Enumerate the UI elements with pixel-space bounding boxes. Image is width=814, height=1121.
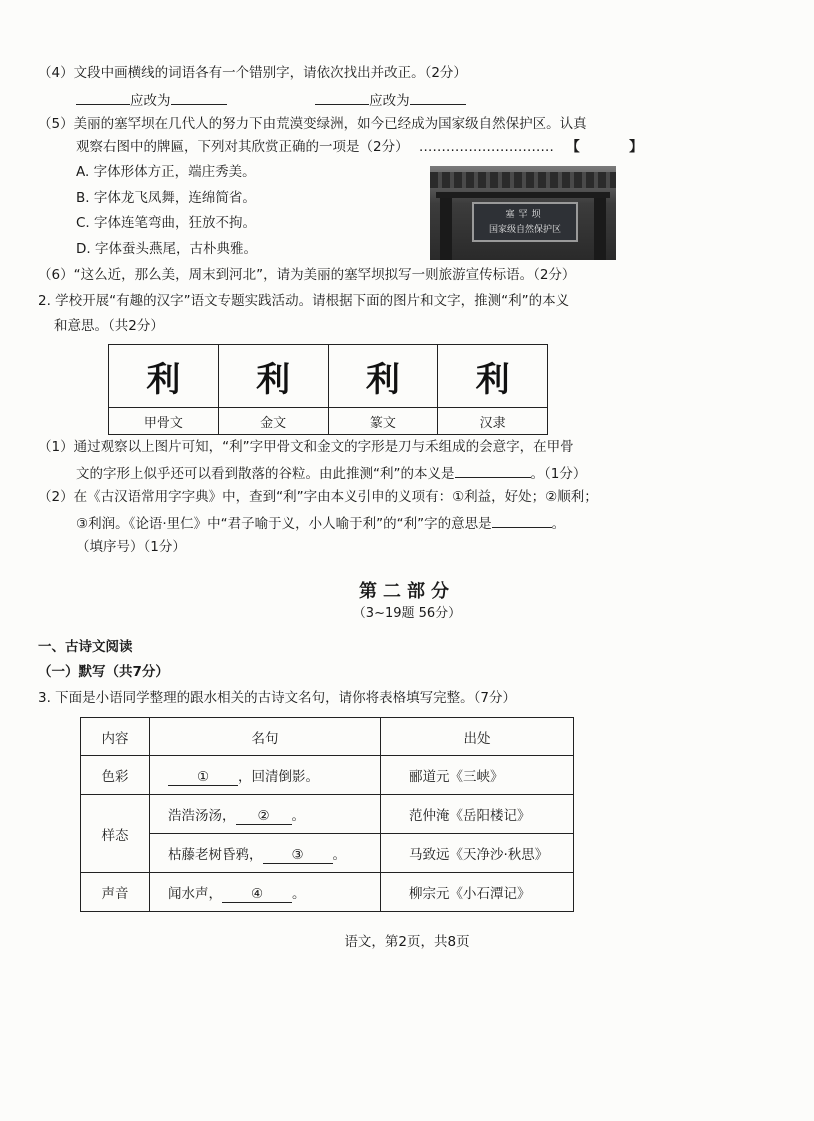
q1-p5-line1: （5）美丽的塞罕坝在几代人的努力下由荒漠变绿洲，如今已经成为国家级自然保护区。认真 (38, 116, 587, 132)
table-row: 色彩 ① ，回清倒影。 郦道元《三峡》 (81, 756, 574, 795)
label-seal: 篆文 (328, 408, 438, 435)
answer-blank[interactable] (171, 90, 227, 105)
q1-p6: （6）“这么近，那么美，周末到河北”，请为美丽的塞罕坝拟写一则旅游宣传标语。（2分） (38, 267, 576, 283)
option-d: D. 字体蚕头燕尾，古朴典雅。 (76, 241, 257, 257)
part2-title: 第二部分 (359, 581, 455, 602)
label-clerical: 汉隶 (438, 408, 548, 435)
col-header-content: 内容 (81, 718, 150, 756)
col-header-quote: 名句 (150, 718, 381, 756)
q3-prompt: 3. 下面是小语同学整理的跟水相关的古诗文名句，请你将表格填写完整。（7分） (38, 690, 517, 706)
fill-blank-1[interactable]: ① (168, 769, 238, 786)
glyph-clerical: 利 (438, 345, 548, 408)
q1-p5-line2: 观察右图中的牌匾，下列对其欣赏正确的一项是（2分） ………………………… 【 】 (76, 139, 661, 155)
li-script-table (108, 344, 548, 435)
answer-blank[interactable] (455, 463, 531, 478)
glyph-bronze: 利 (218, 345, 328, 408)
label-oracle: 甲骨文 (109, 408, 219, 435)
answer-blank[interactable] (315, 90, 369, 105)
table-row: 样态 浩浩汤汤， ② 。 范仲淹《岳阳楼记》 (81, 795, 574, 834)
page-footer: 语文，第2页，共8页 (344, 934, 470, 950)
subsection-title: （一）默写（共7分） (38, 664, 169, 680)
fill-blank-4[interactable]: ④ (222, 886, 292, 903)
glyph-seal: 利 (328, 345, 438, 408)
option-b: B. 字体龙飞凤舞，连绵简省。 (76, 190, 256, 206)
q2-s2-line2: ③利润。《论语·里仁》中“君子喻于义，小人喻于利”的“利”字的意思是 。 (76, 513, 565, 533)
table-row: 声音 闻水声， ④ 。 柳宗元《小石潭记》 (81, 873, 574, 912)
q2-intro-line1: 2. 学校开展“有趣的汉字”语文专题实践活动。请根据下面的图片和文字，推测“利”的本义 (38, 293, 570, 309)
q2-s2-line1: （2）在《古汉语常用字字典》中，查到“利”字由本义引申的义项有：①利益，好处；②顺利； (38, 489, 598, 505)
plaque: 塞罕坝 国家级自然保护区 (472, 202, 578, 242)
part2-range: （3~19题 56分） (352, 606, 462, 621)
fill-blank-3[interactable]: ③ (263, 847, 333, 864)
col-header-source: 出处 (381, 718, 574, 756)
answer-blank[interactable] (76, 90, 130, 105)
table-row: 枯藤老树昏鸦， ③ 。 马致远《天净沙·秋思》 (81, 834, 574, 873)
answer-bracket[interactable]: 【 】 (566, 139, 661, 155)
fill-blank-2[interactable]: ② (236, 808, 292, 825)
answer-blank[interactable] (492, 513, 552, 528)
q1-p4-answer-line: 应改为 应改为 (76, 90, 466, 110)
option-c: C. 字体连笔弯曲，狂放不拘。 (76, 215, 257, 231)
q2-intro-line2: 和意思。（共2分） (54, 318, 164, 334)
q2-s2-line3: （填序号）（1分） (76, 539, 186, 555)
q2-s1-line2: 文的字形上似乎还可以看到散落的谷粒。由此推测“利”的本义是 。（1分） (76, 463, 586, 483)
label-bronze: 金文 (218, 408, 328, 435)
poetry-table (80, 717, 574, 912)
q2-s1-line1: （1）通过观察以上图片可知，“利”字甲骨文和金文的字形是刀与禾组成的会意字，在甲骨 (38, 439, 574, 455)
option-a: A. 字体形体方正，端庄秀美。 (76, 164, 256, 180)
plaque-photo (430, 166, 616, 260)
answer-blank[interactable] (410, 90, 466, 105)
section-title: 一、古诗文阅读 (38, 639, 133, 655)
q1-p4-text: （4）文段中画横线的词语各有一个错别字，请依次找出并改正。（2分） (38, 65, 467, 81)
glyph-oracle: 利 (109, 345, 219, 408)
